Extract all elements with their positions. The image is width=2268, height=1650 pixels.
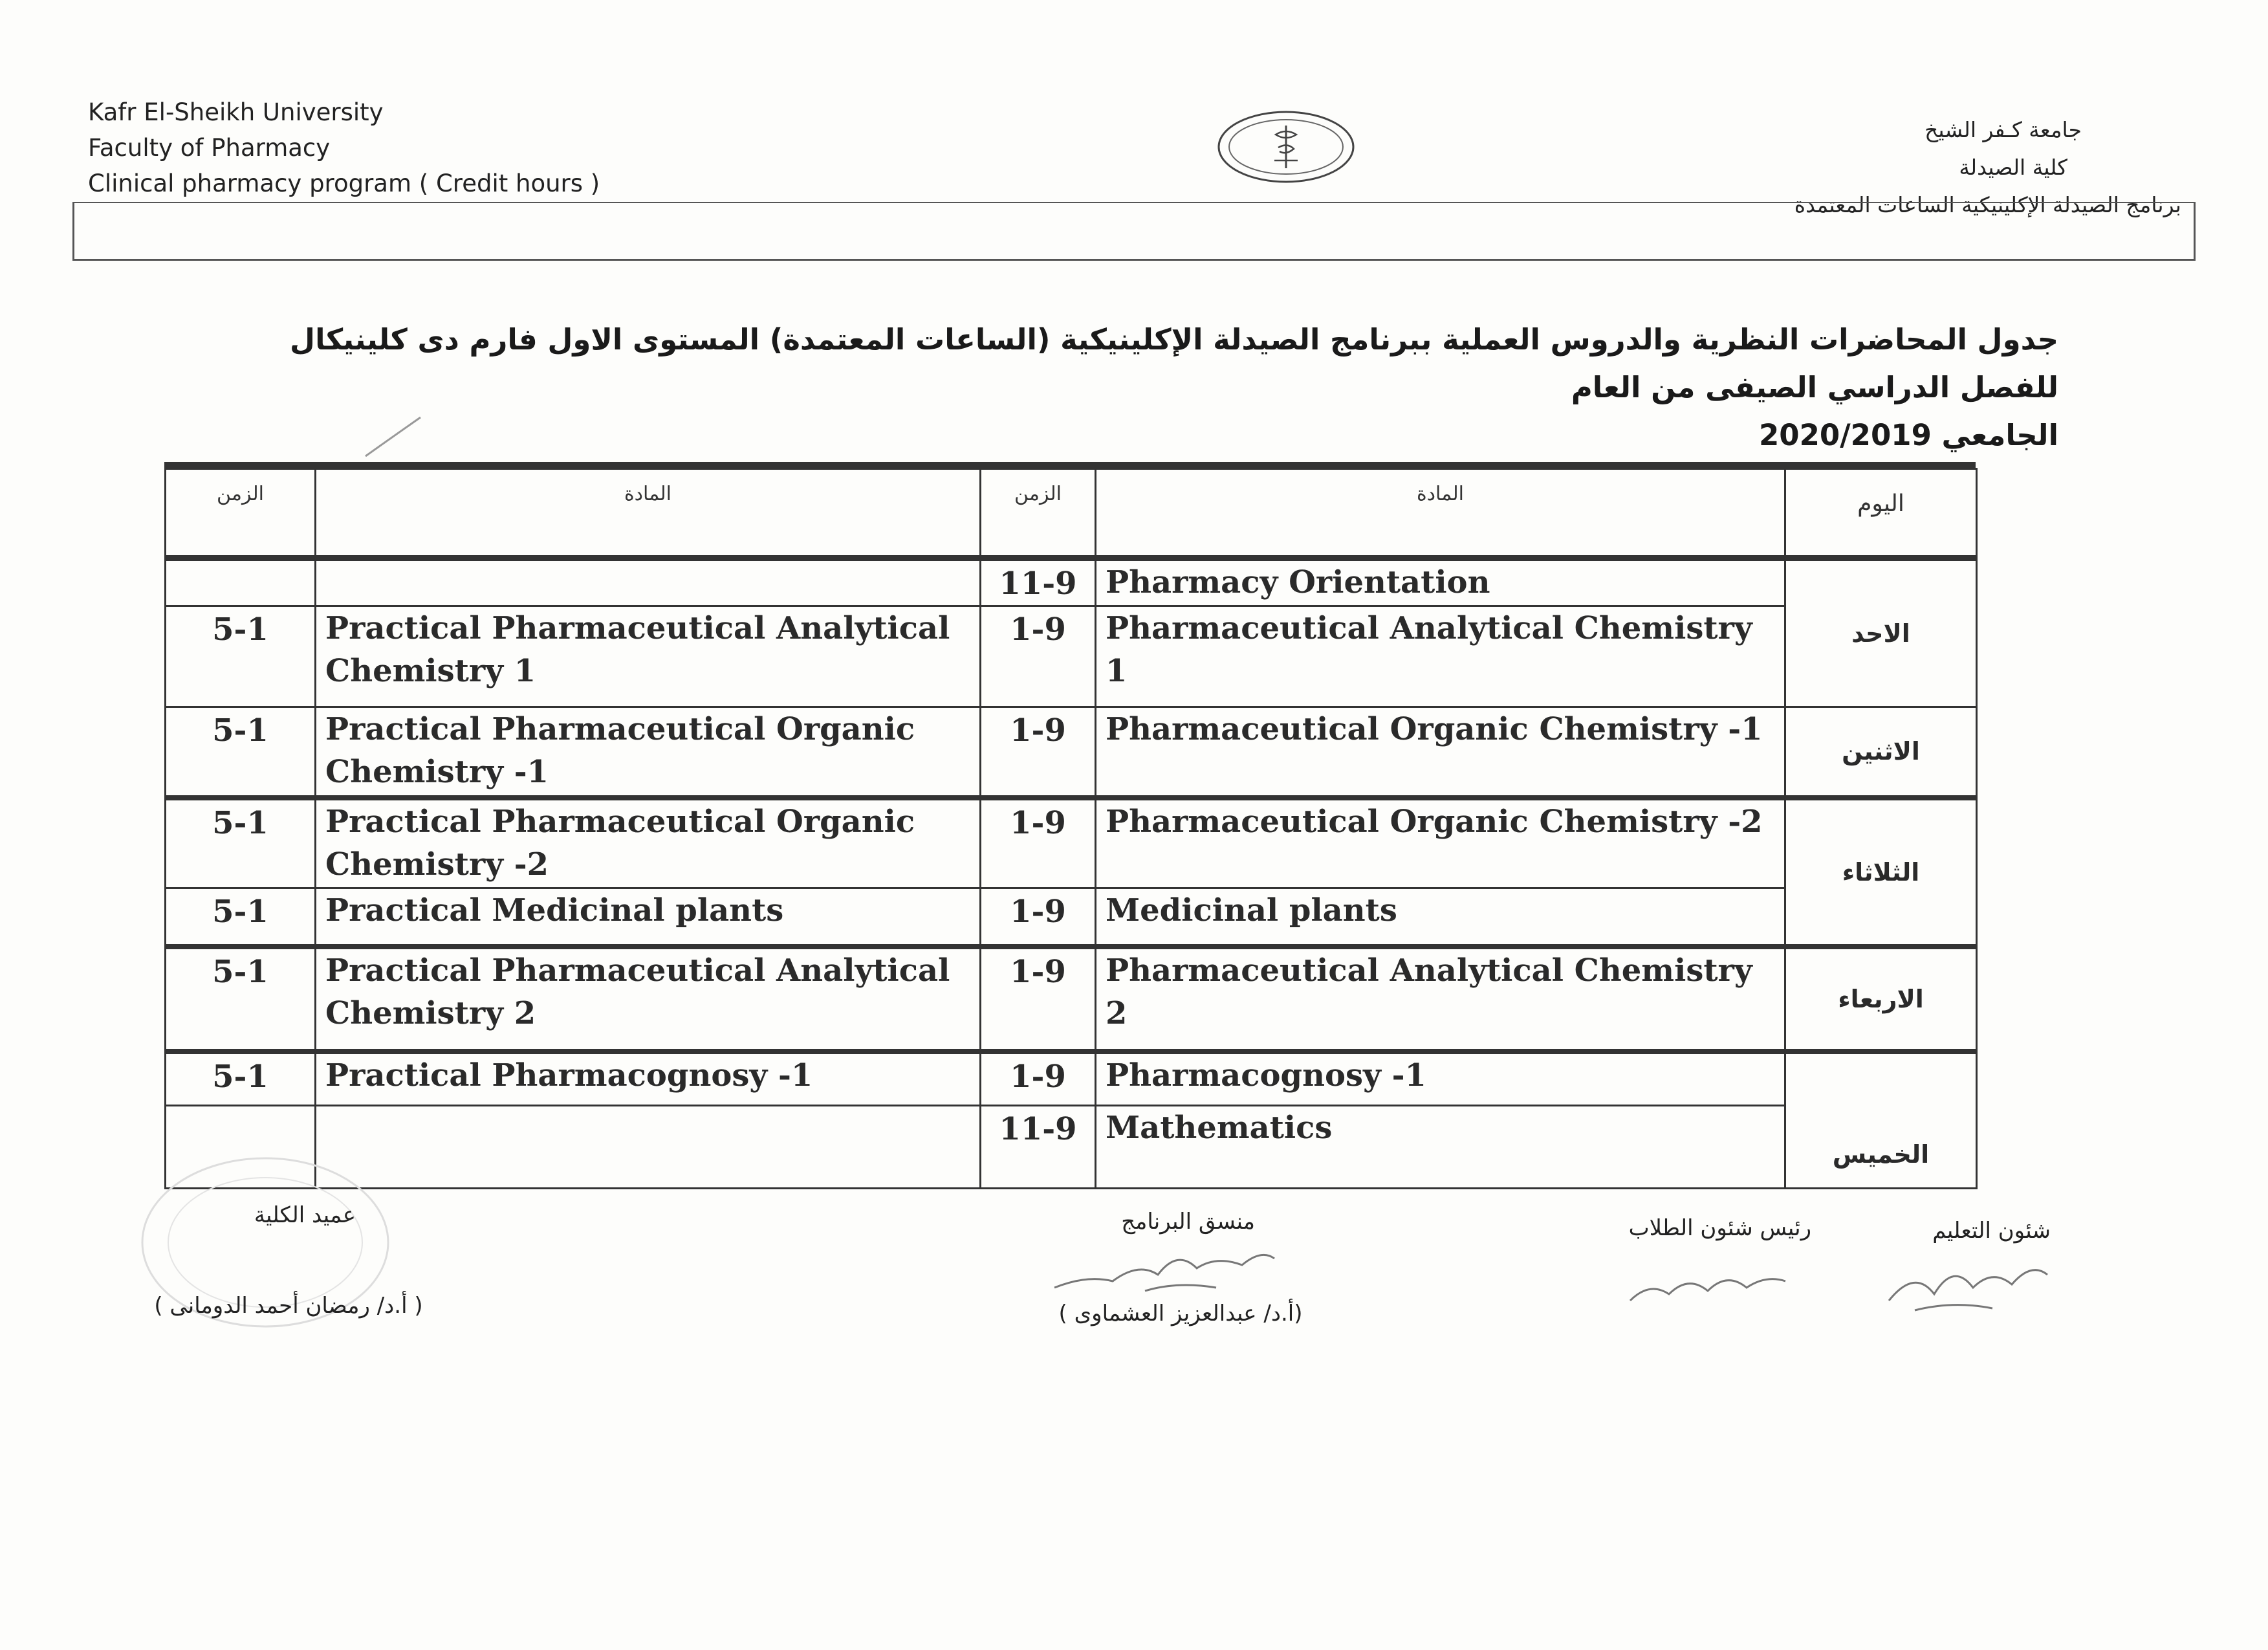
table-row	[166, 707, 1977, 798]
education-affairs-signature-icon	[1876, 1249, 2057, 1320]
lecture-time: 11-9	[981, 1106, 1096, 1189]
table-row	[166, 947, 1977, 1051]
practical-subject: Practical Pharmaceutical Organic Chemistry -2	[316, 798, 981, 888]
table-row	[166, 1106, 1977, 1189]
lecture-subject: Pharmacy Orientation	[1096, 558, 1785, 606]
lecture-time: 1-9	[981, 888, 1096, 947]
table-row	[166, 798, 1977, 888]
university-name-en: Kafr El-Sheikh University	[88, 98, 384, 126]
faculty-name-ar: كلية الصيدلة	[1959, 155, 2067, 180]
practical-subject: Practical Medicinal plants	[316, 888, 981, 947]
header-lecture-subject: المادة	[1096, 469, 1785, 558]
practical-subject: Practical Pharmaceutical Analytical Chemistry 1	[316, 606, 981, 707]
lecture-time: 11-9	[981, 558, 1096, 606]
pen-stroke-mark	[362, 414, 427, 459]
lecture-subject: Pharmaceutical Organic Chemistry -1	[1096, 707, 1785, 798]
schedule-table	[164, 462, 1976, 1187]
lecture-time: 1-9	[981, 606, 1096, 707]
header-practical-time: الزمن	[166, 469, 316, 558]
practical-time	[166, 558, 316, 606]
practical-subject	[316, 558, 981, 606]
practical-subject	[316, 1106, 981, 1189]
table-row	[166, 1051, 1977, 1106]
lecture-subject: Pharmacognosy -1	[1096, 1051, 1785, 1106]
title-line-1: جدول المحاضرات النظرية والدروس العملية ببرنامج الصيدلة الإكلينيكية (الساعات المعتمدة) المستوى الاول فارم دى كلينيكال للفصل الدراسي الصيفى من العام	[290, 322, 2058, 404]
title-line-2: الجامعي 2020/2019	[1758, 418, 2058, 452]
practical-subject: Practical Pharmacognosy -1	[316, 1051, 981, 1106]
practical-time: 5-1	[166, 707, 316, 798]
education-affairs-title: شئون التعليم	[1932, 1218, 2051, 1244]
day-thursday: الخميس	[1785, 1051, 1977, 1189]
header-practical-subject: المادة	[316, 469, 981, 558]
lecture-subject: Pharmaceutical Analytical Chemistry 1	[1096, 606, 1785, 707]
table-row	[166, 606, 1977, 707]
lecture-time: 1-9	[981, 947, 1096, 1051]
lecture-subject: Mathematics	[1096, 1106, 1785, 1189]
lecture-subject: Pharmaceutical Organic Chemistry -2	[1096, 798, 1785, 888]
header-day: اليوم	[1785, 469, 1977, 558]
day-monday: الاثنين	[1785, 707, 1977, 798]
university-seal-icon	[1215, 109, 1357, 185]
practical-subject: Practical Pharmaceutical Analytical Chemistry 2	[316, 947, 981, 1051]
student-affairs-signature-icon	[1624, 1255, 1792, 1314]
table-row	[166, 558, 1977, 606]
lecture-time: 1-9	[981, 707, 1096, 798]
practical-time: 5-1	[166, 947, 316, 1051]
practical-time: 5-1	[166, 798, 316, 888]
coordinator-name: (أ.د/ عبدالعزيز العشماوى )	[1058, 1301, 1303, 1326]
dean-title: عميد الكلية	[254, 1202, 356, 1228]
practical-subject: Practical Pharmaceutical Organic Chemistry -1	[316, 707, 981, 798]
practical-time: 5-1	[166, 1051, 316, 1106]
lecture-time: 1-9	[981, 798, 1096, 888]
lecture-time: 1-9	[981, 1051, 1096, 1106]
day-tuesday: الثلاثاء	[1785, 798, 1977, 947]
dean-name: ( أ.د/ رمضان أحمد الدومانى )	[154, 1293, 423, 1319]
header-english	[88, 94, 600, 201]
lecture-subject: Medicinal plants	[1096, 888, 1785, 947]
practical-time: 5-1	[166, 888, 316, 947]
program-name-ar: برنامج الصيدلة الإكلينيكية الساعات المعتمدة	[1794, 192, 2181, 217]
student-affairs-title: رئيس شئون الطلاب	[1628, 1215, 1811, 1241]
coordinator-title: منسق البرنامج	[1121, 1209, 1255, 1235]
lecture-subject: Pharmaceutical Analytical Chemistry 2	[1096, 947, 1785, 1051]
university-name-ar: جامعة كـفر الشيخ	[1925, 117, 2082, 142]
program-name-en: Clinical pharmacy program ( Credit hours )	[88, 170, 600, 197]
header-lecture-time: الزمن	[981, 469, 1096, 558]
header-divider-box	[72, 202, 2196, 261]
coordinator-signature-icon	[1048, 1236, 1281, 1301]
table-header-row	[166, 469, 1977, 558]
schedule-title	[182, 316, 2058, 459]
practical-time: 5-1	[166, 606, 316, 707]
table-row	[166, 888, 1977, 947]
day-sunday: الاحد	[1785, 558, 1977, 707]
day-wednesday: الاربعاء	[1785, 947, 1977, 1051]
faculty-name-en: Faculty of Pharmacy	[88, 134, 331, 162]
